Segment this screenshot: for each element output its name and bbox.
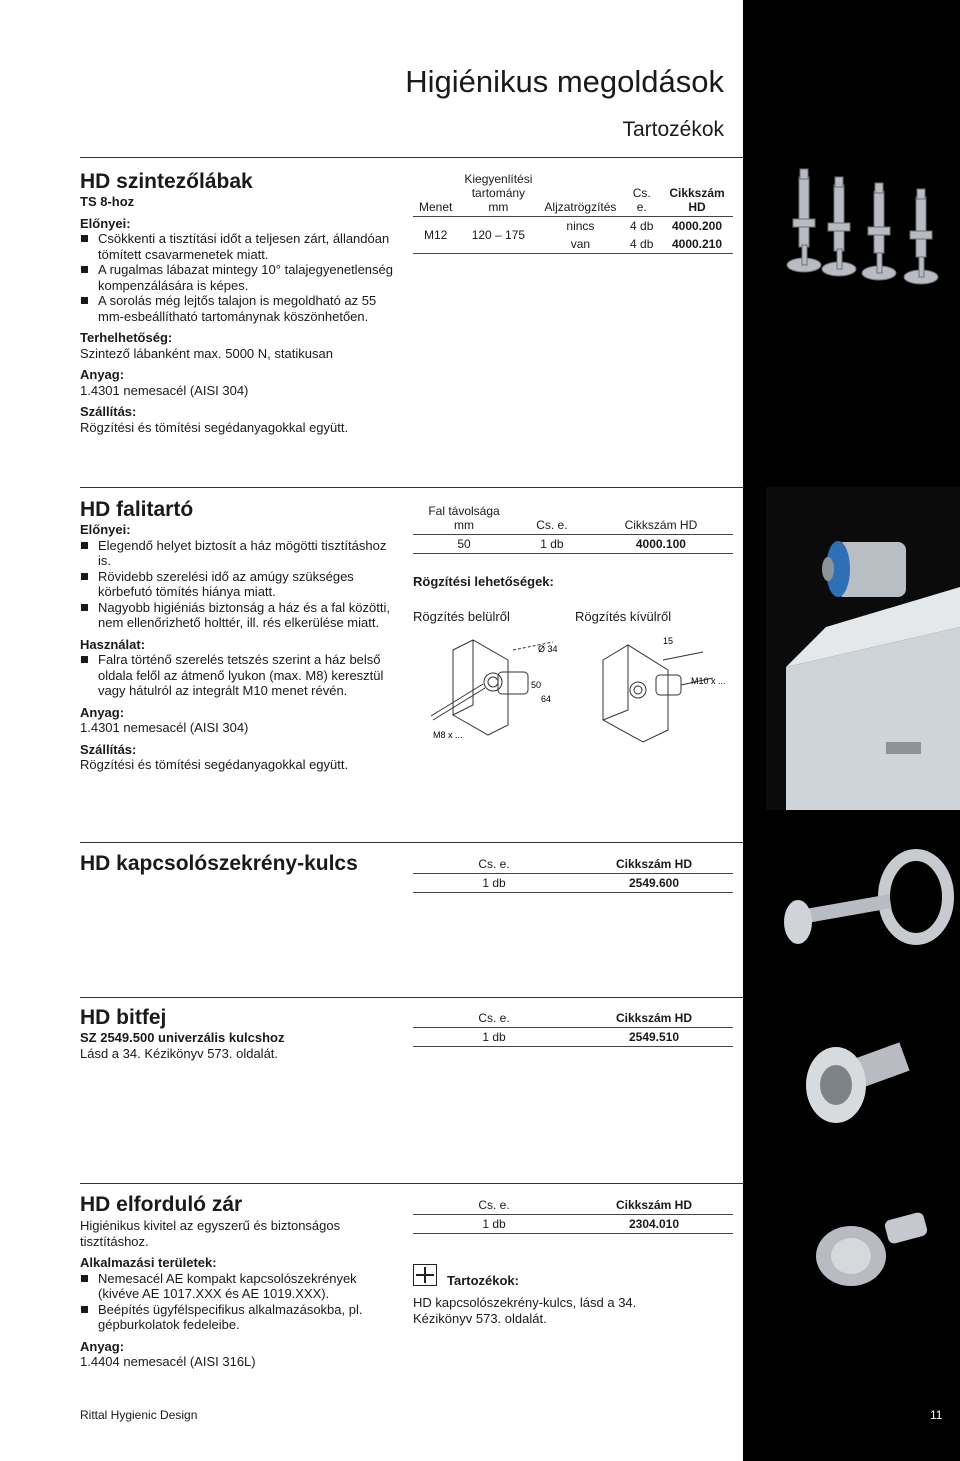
- table-cell: 4000.210: [661, 235, 733, 254]
- table-row: [413, 217, 733, 236]
- table-row: [413, 1215, 733, 1234]
- list-item: A sorolás még lejtős talajon is megoldható az 55 mm-esbeállítható tartománynak köszönhetően.: [80, 293, 400, 324]
- switch-cabinet-key-photo: [766, 842, 960, 987]
- table-header: Cs. e.: [413, 1196, 575, 1215]
- table-cell: 2549.510: [575, 1028, 733, 1047]
- bit-head-photo: [766, 1000, 960, 1150]
- rotary-lock-photo: [766, 1186, 960, 1336]
- table-header: Cikkszám HD: [661, 170, 733, 217]
- section-body: [80, 1218, 400, 1370]
- list-item: Rövidebb szerelési idő az amúgy szükséges körbefutó tömítés hiánya miatt.: [80, 569, 400, 600]
- footer-brand: Rittal Hygienic Design: [80, 1408, 198, 1422]
- table-header: Cs. e.: [622, 170, 661, 217]
- list-item: Beépítés ügyfélspecifikus alkalmazásokba, pl. gépburkolatok fedeleibe.: [80, 1302, 400, 1333]
- application-list: [80, 1271, 400, 1333]
- section-divider: [80, 157, 744, 158]
- section-body: [80, 522, 400, 773]
- table-header: Fal távolsága mm: [413, 502, 515, 535]
- section-body: [80, 1030, 400, 1061]
- section-title: HD falitartó: [80, 498, 194, 521]
- advantages-list: [80, 538, 400, 631]
- mount-inner-label: Rögzítés belülről: [413, 609, 510, 624]
- mounting-diagram: [413, 630, 733, 745]
- section-text: Lásd a 34. Kézikönyv 573. oldalát.: [80, 1045, 279, 1061]
- table-cell: 2549.600: [575, 874, 733, 893]
- table-header: Aljzatrögzítés: [538, 170, 622, 217]
- material-text: 1.4301 nemesacél (AISI 304): [80, 382, 249, 398]
- section-divider: [80, 1183, 744, 1184]
- product-table: [413, 855, 733, 893]
- advantages-list: [80, 231, 400, 324]
- table-cell: van: [538, 235, 622, 254]
- dim-label: 64: [541, 694, 552, 704]
- table-cell: 2304.010: [575, 1215, 733, 1234]
- table-header: Cs. e.: [413, 855, 575, 874]
- advantages-label: Előnyei:: [80, 522, 131, 537]
- section-divider: [80, 842, 744, 843]
- section-intro: Higiénikus kivitel az egyszerű és biztonságos tisztításhoz.: [80, 1218, 341, 1249]
- delivery-text: Rögzítési és tömítési segédanyagokkal együtt.: [80, 419, 349, 435]
- product-table: [413, 1009, 733, 1047]
- dim-label: 50: [531, 680, 542, 690]
- list-item: Nagyobb higiéniás biztonság a ház és a fal közötti, nem ellenőrizhető holttér, ill. rés elkerülése miatt.: [80, 600, 400, 631]
- page-number: 11: [930, 1408, 943, 1422]
- section-body: [80, 194, 400, 435]
- accessories-text: HD kapcsolószekrény-kulcs, lásd a 34. Kézikönyv 573. oldalát.: [413, 1295, 637, 1326]
- table-header: Cs. e.: [515, 502, 589, 535]
- accessories-label: Tartozékok:: [447, 1273, 519, 1288]
- delivery-text: Rögzítési és tömítési segédanyagokkal együtt.: [80, 757, 349, 772]
- table-cell: 4 db: [622, 235, 661, 254]
- table-cell: 50: [413, 535, 515, 554]
- table-cell: 4000.200: [661, 217, 733, 236]
- material-label: Anyag:: [80, 704, 125, 720]
- table-row: [413, 535, 733, 554]
- table-cell: 1 db: [413, 1028, 575, 1047]
- product-table: [413, 1196, 733, 1234]
- dim-label: M10 x ...: [691, 676, 726, 686]
- list-item: Csökkenti a tisztítási időt a teljesen zárt, állandóan tömített csavarmenetek miatt.: [80, 231, 400, 262]
- section-divider: [80, 487, 744, 488]
- list-item: A rugalmas lábazat mintegy 10° talajegyenetlenség kompenzálására is képes.: [80, 262, 400, 293]
- mount-outer-label: Rögzítés kívülről: [575, 609, 672, 624]
- dim-label: Ø 34: [538, 644, 558, 654]
- table-cell: 1 db: [413, 874, 575, 893]
- list-item: Elegendő helyet biztosít a ház mögötti tisztításhoz is.: [80, 538, 400, 569]
- section-subtitle: SZ 2549.500 univerzális kulcshoz: [80, 1030, 285, 1045]
- load-text: Szintező lábanként max. 5000 N, statikusan: [80, 345, 333, 361]
- table-row: [413, 874, 733, 893]
- table-header: Kiegyenlítési tartomány mm: [458, 170, 538, 217]
- leveling-feet-photo: [766, 157, 960, 292]
- table-header: Cikkszám HD: [589, 502, 733, 535]
- product-table: [413, 170, 733, 254]
- table-header: Cikkszám HD: [575, 1196, 733, 1215]
- use-list: [80, 652, 400, 699]
- use-label: Használat:: [80, 636, 146, 652]
- section-title: HD bitfej: [80, 1006, 167, 1029]
- section-divider: [80, 997, 744, 998]
- material-text: 1.4404 nemesacél (AISI 316L): [80, 1354, 256, 1369]
- dim-label: M8 x ...: [433, 730, 463, 740]
- table-cell: 1 db: [515, 535, 589, 554]
- material-label: Anyag:: [80, 1338, 125, 1354]
- table-row: [413, 1028, 733, 1047]
- list-item: Falra történő szerelés tetszés szerint a ház belső oldala felől az átmenő lyukon (max. M8) keresztül vagy hátulról az integrált M10 menet révén.: [80, 652, 400, 699]
- plus-icon: [413, 1264, 437, 1286]
- delivery-label: Szállítás:: [80, 404, 137, 419]
- section-title: HD kapcsolószekrény-kulcs: [80, 852, 358, 875]
- table-cell: 4000.100: [589, 535, 733, 554]
- table-header: Cikkszám HD: [575, 1009, 733, 1028]
- table-header: Cs. e.: [413, 1009, 575, 1028]
- table-header: Cikkszám HD: [575, 855, 733, 874]
- dim-label: 15: [663, 636, 674, 646]
- table-cell: 1 db: [413, 1215, 575, 1234]
- wall-mount-photo: [766, 487, 960, 810]
- page-subtitle: Tartozékok: [622, 118, 724, 141]
- load-label: Terhelhetőség:: [80, 330, 173, 345]
- section-title: HD szintezőlábak: [80, 170, 253, 193]
- table-cell: 120 – 175: [458, 217, 538, 254]
- table-cell: M12: [413, 217, 458, 254]
- application-label: Alkalmazási területek:: [80, 1255, 217, 1270]
- section-subtitle: TS 8-hoz: [80, 194, 135, 209]
- table-cell: 4 db: [622, 217, 661, 236]
- mount-label: Rögzítési lehetőségek:: [413, 574, 554, 589]
- list-item: Nemesacél AE kompakt kapcsolószekrények (kivéve AE 1017.XXX és AE 1019.XXX).: [80, 1271, 400, 1302]
- page-title: Higiénikus megoldások: [405, 64, 724, 99]
- delivery-label: Szállítás:: [80, 741, 137, 757]
- table-cell: nincs: [538, 217, 622, 236]
- table-header: Menet: [413, 170, 458, 217]
- product-table: [413, 502, 733, 554]
- material-text: 1.4301 nemesacél (AISI 304): [80, 720, 249, 735]
- material-label: Anyag:: [80, 367, 125, 382]
- section-title: HD elforduló zár: [80, 1193, 243, 1216]
- advantages-label: Előnyei:: [80, 215, 131, 231]
